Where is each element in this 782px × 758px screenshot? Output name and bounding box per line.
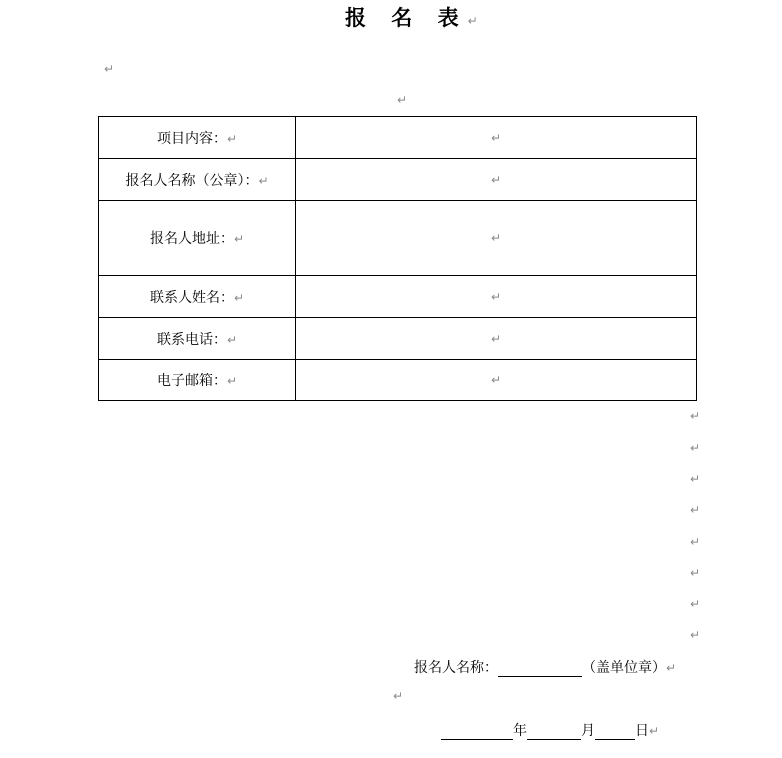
paragraph-mark-icon: ↵	[690, 503, 701, 517]
paragraph-mark-icon: ↵	[649, 724, 660, 738]
paragraph-mark-icon: ↵	[393, 689, 404, 703]
field-project-content[interactable]	[296, 117, 697, 159]
row-label-applicant-address: 报名人地址：↵	[99, 201, 296, 276]
paragraph-mark-icon: ↵	[226, 131, 238, 146]
paragraph-mark-icon: ↵	[397, 93, 408, 107]
paragraph-mark-icon: ↵	[690, 409, 701, 423]
field-applicant-name[interactable]	[296, 159, 697, 201]
paragraph-mark-icon: ↵	[690, 566, 701, 580]
table-row	[99, 159, 697, 201]
table-row	[99, 201, 697, 276]
row-label-email: 电子邮箱：↵	[99, 360, 296, 401]
paragraph-mark-icon: ↵	[690, 628, 701, 642]
month-blank[interactable]	[527, 725, 581, 740]
paragraph-mark-icon: ↵	[490, 331, 502, 346]
date-line	[441, 720, 659, 740]
row-label-phone: 联系电话：↵	[99, 318, 296, 360]
field-email[interactable]	[296, 360, 697, 401]
field-contact-name[interactable]	[296, 276, 697, 318]
paragraph-mark-icon: ↵	[490, 172, 502, 187]
paragraph-mark-icon: ↵	[490, 373, 502, 387]
table-row	[99, 276, 697, 318]
table-row	[99, 318, 697, 360]
paragraph-mark-icon: ↵	[233, 290, 245, 305]
paragraph-mark-icon: ↵	[226, 332, 238, 347]
paragraph-mark-icon: ↵	[258, 173, 269, 188]
day-blank[interactable]	[595, 725, 635, 740]
applicant-name-blank[interactable]	[498, 662, 582, 677]
table-row	[99, 360, 697, 401]
row-label-applicant-name: 报名人名称（公章）：↵	[99, 159, 296, 201]
paragraph-mark-icon: ↵	[690, 597, 701, 611]
paragraph-mark-icon: ↵	[104, 62, 115, 76]
paragraph-mark-icon: ↵	[467, 14, 478, 28]
field-applicant-address[interactable]	[296, 201, 697, 276]
document-title: 报 名 表↵	[345, 5, 478, 30]
row-label-contact-name: 联系人姓名：↵	[99, 276, 296, 318]
signature-line	[414, 657, 676, 677]
day-label: 日	[635, 723, 649, 739]
paragraph-mark-icon: ↵	[490, 130, 502, 145]
paragraph-mark-icon: ↵	[690, 535, 701, 549]
row-label-project: 项目内容：↵	[99, 117, 296, 159]
applicant-name-label: 报名人名称：	[414, 660, 498, 676]
paragraph-mark-icon: ↵	[490, 289, 502, 304]
paragraph-mark-icon: ↵	[666, 661, 677, 675]
year-label: 年	[513, 723, 527, 739]
paragraph-mark-icon: ↵	[690, 472, 701, 486]
field-phone[interactable]	[296, 318, 697, 360]
year-blank[interactable]	[441, 725, 513, 740]
seal-note: （盖单位章）	[582, 660, 666, 676]
registration-table	[98, 116, 697, 401]
paragraph-mark-icon: ↵	[690, 441, 701, 455]
month-label: 月	[581, 723, 595, 739]
paragraph-mark-icon: ↵	[490, 231, 502, 245]
table-row	[99, 117, 697, 159]
paragraph-mark-icon: ↵	[226, 374, 238, 388]
paragraph-mark-icon: ↵	[233, 232, 245, 246]
